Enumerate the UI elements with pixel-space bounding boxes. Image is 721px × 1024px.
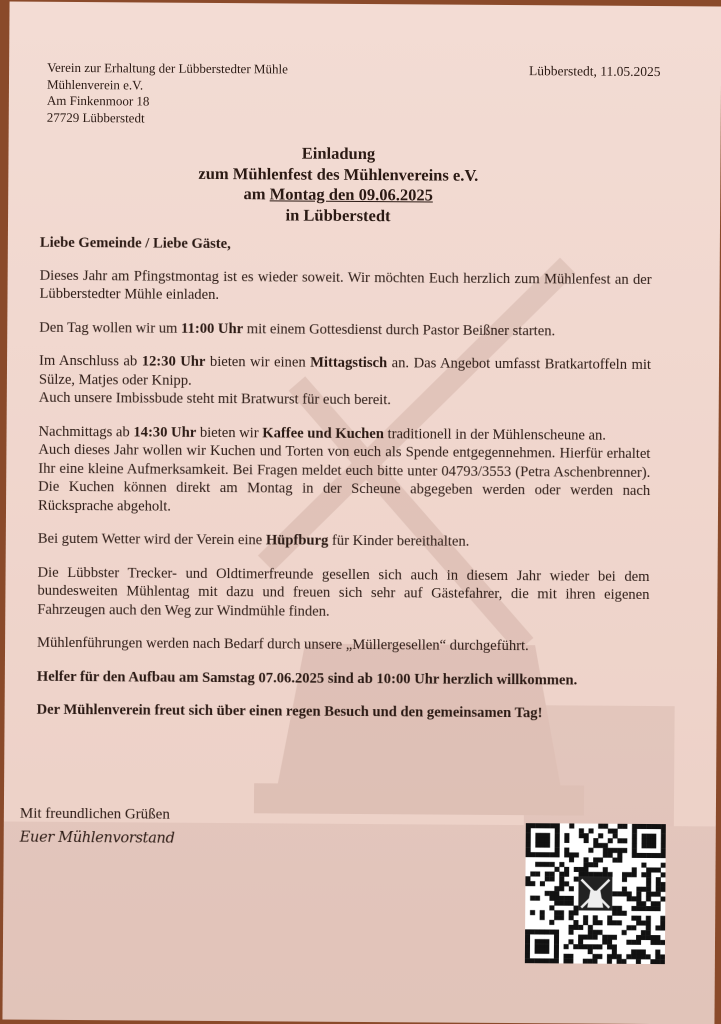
- sender-line: Am Finkenmoor 18: [46, 92, 150, 109]
- paragraph-intro: Dieses Jahr am Pfingstmontag ist es wieder soweit. Wir möchten Euch herzlich zum Mühlenfest an der Lübberstedter Mühle einladen.: [39, 267, 652, 303]
- text: Den Tag wollen wir um: [39, 319, 182, 337]
- title-line: zum Mühlenfest des Mühlenvereins e.V.: [198, 163, 479, 185]
- paragraph-helpers: Helfer für den Aufbau am Samstag 07.06.2025 sind ab 10:00 Uhr herzlich willkommen.: [36, 668, 578, 689]
- text: traditionell in der Mühlenscheune an.: [383, 425, 607, 444]
- text: Auch unsere Imbissbude steht mit Bratwurst für euch bereit.: [38, 389, 392, 409]
- time-highlight: 12:30 Uhr: [141, 353, 206, 370]
- text: Bei gutem Wetter wird der Verein eine: [37, 530, 266, 549]
- letter-sheet: [2, 2, 721, 1024]
- text: an. Das Angebot umfasst Bratkartoffeln mit Sülze, Matjes oder Knipp.: [38, 355, 652, 389]
- closing-greeting: Mit freundlichen Grüßen: [19, 805, 170, 823]
- paragraph-closing-note: Der Mühlenverein freut sich über einen regen Besuch und den gemeinsamen Tag!: [36, 701, 543, 722]
- signature: Euer Mühlenvorstand: [19, 829, 175, 847]
- text: Im Anschluss ab: [38, 352, 142, 370]
- text: Auch dieses Jahr wollen wir Kuchen und Torten von euch als Spende entgegennehmen. Hierfür erhaltet Ihr eine kleine Aufmerksamkeit. Bei Fragen meldet euch bitte unter 04793/3553 (Petra Aschenbrenner). Die Kuchen können direkt am Montag in der Scheune abgegeben werden oder werden nach Rücksprache abgeholt.: [37, 441, 651, 515]
- sender-line: Mühlenverein e.V.: [46, 76, 144, 92]
- text: Nachmittags ab: [38, 423, 134, 440]
- text: bieten wir einen: [205, 353, 311, 371]
- time-highlight: 11:00 Uhr: [181, 320, 244, 337]
- event-date: Montag den 09.06.2025: [269, 184, 433, 205]
- paragraph-lunch: [39, 352, 651, 412]
- sender-address: [47, 60, 288, 128]
- paragraph-coffee: [38, 422, 651, 519]
- place-date: Lübberstedt, 11.05.2025: [529, 63, 661, 80]
- windmill-icon: [578, 877, 612, 911]
- sender-line: Verein zur Erhaltung der Lübberstedter Mühle: [47, 59, 288, 77]
- lunch-highlight: Mittagstisch: [310, 354, 388, 372]
- text: bieten wir: [196, 424, 263, 441]
- text: für Kinder bereithalten.: [328, 532, 470, 550]
- paragraph-service: [39, 318, 651, 341]
- title-line: in Lübberstedt: [285, 204, 391, 225]
- letter-body: [36, 234, 651, 739]
- qr-code[interactable]: [525, 823, 666, 964]
- invitation-title: [108, 142, 569, 227]
- paragraph-tours: Mühlenführungen werden nach Bedarf durch unsere „Müllergesellen“ durchgeführt.: [37, 634, 529, 655]
- coffee-highlight: Kaffee und Kuchen: [262, 424, 384, 442]
- qr-code-image: [525, 823, 666, 964]
- title-line: Einladung: [301, 143, 376, 164]
- greeting: Liebe Gemeinde / Liebe Gäste,: [39, 234, 231, 253]
- paragraph-bouncy-castle: [38, 530, 650, 553]
- sender-line: 27729 Lübberstedt: [46, 109, 145, 125]
- time-highlight: 14:30 Uhr: [133, 423, 197, 441]
- paragraph-tractors: Die Lübbster Trecker- und Oldtimerfreunde gesellen sich auch in diesem Jahr wieder bei dem bundesweiten Mühlentag mit dazu und freuen sich sehr auf Gästefahrer, die mit ihren eigenen Fahrzeugen auch den Weg zur Windmühle finden.: [37, 564, 650, 620]
- text: mit einem Gottesdienst durch Pastor Beißner starten.: [243, 320, 556, 339]
- bouncy-castle-highlight: Hüpfburg: [265, 532, 329, 549]
- title-prefix: am: [243, 184, 270, 204]
